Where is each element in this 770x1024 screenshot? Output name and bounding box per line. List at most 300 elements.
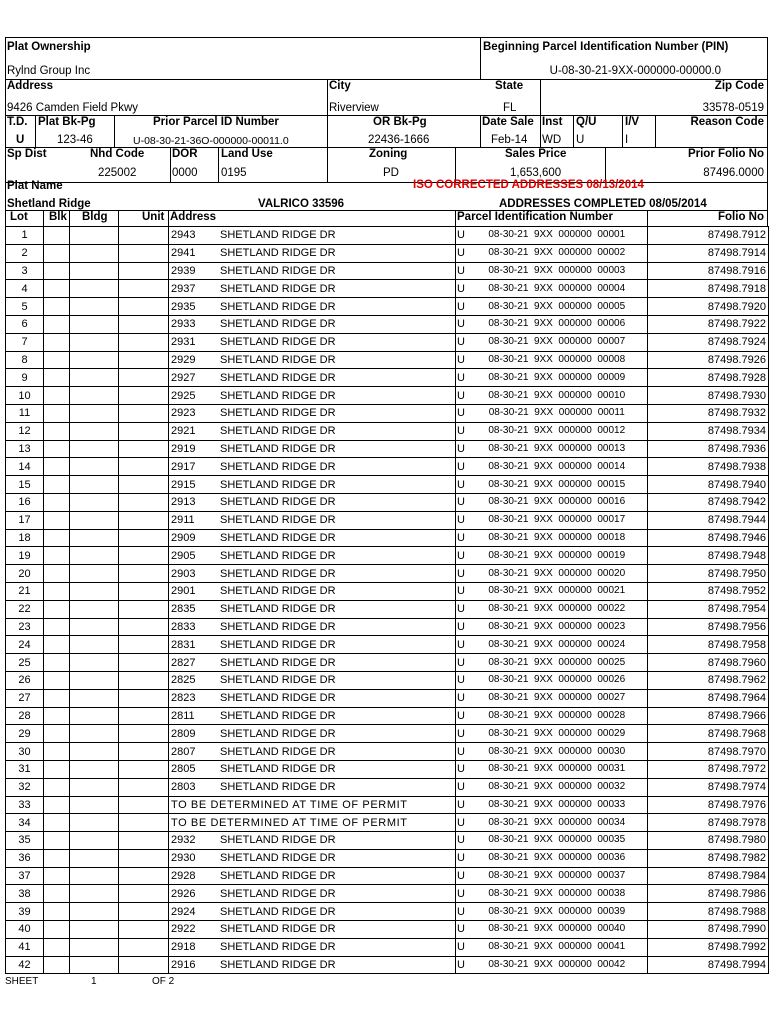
parcel-code-cell: U (456, 262, 467, 280)
lot-cell: 29 (6, 725, 44, 743)
address-cell (169, 565, 456, 583)
or-bkpg-label: OR Bk-Pg (373, 116, 427, 128)
folio-cell: 87498.7954 (648, 600, 769, 618)
address-cell (169, 725, 456, 743)
table-row (6, 938, 769, 956)
folio-cell: 87498.7916 (648, 262, 769, 280)
unit-cell (119, 404, 169, 422)
parcel-code-cell: U (456, 315, 467, 333)
address-number: 2935 (171, 300, 196, 313)
address-number: 2921 (171, 425, 196, 438)
parcel-code-cell: U (456, 707, 467, 725)
table-row (6, 743, 769, 761)
table-row (6, 903, 769, 921)
folio-cell: 87498.7950 (648, 565, 769, 583)
address-street: SHETLAND RIDGE DR (220, 460, 336, 473)
address-number: 2901 (171, 585, 196, 598)
bldg-cell (70, 404, 119, 422)
parcel-id-cell: 08-30-21 9XX 000000 00001 (467, 227, 648, 245)
lot-cell: 36 (6, 849, 44, 867)
folio-cell: 87498.7948 (648, 547, 769, 565)
folio-cell: 87498.7990 (648, 921, 769, 939)
address-cell (169, 582, 456, 600)
bldg-cell (70, 832, 119, 850)
parcel-id-cell: 08-30-21 9XX 000000 00014 (467, 458, 648, 476)
td-value: U (16, 134, 25, 146)
address-cell (169, 387, 456, 405)
pin-label: Beginning Parcel Identification Number (PIN) (483, 41, 729, 53)
parcel-code-cell: U (456, 814, 467, 832)
parcel-id-cell: 08-30-21 9XX 000000 00034 (467, 814, 648, 832)
blk-cell (44, 689, 70, 707)
address-cell (169, 493, 456, 511)
parcel-id-cell: 08-30-21 9XX 000000 00009 (467, 369, 648, 387)
address-number: 2929 (171, 353, 196, 366)
dor-label: DOR (172, 148, 198, 160)
blk-cell (44, 511, 70, 529)
address-cell (169, 778, 456, 796)
parcel-id-cell: 08-30-21 9XX 000000 00015 (467, 476, 648, 494)
address-cell (169, 707, 456, 725)
bldg-cell (70, 262, 119, 280)
folio-cell: 87498.7978 (648, 814, 769, 832)
folio-cell: 87498.7932 (648, 404, 769, 422)
lot-cell: 19 (6, 547, 44, 565)
lot-cell: 30 (6, 743, 44, 761)
bldg-cell (70, 333, 119, 351)
parcel-id-cell: 08-30-21 9XX 000000 00016 (467, 493, 648, 511)
table-row (6, 244, 769, 262)
table-row (6, 387, 769, 405)
city-value: Riverview (329, 102, 379, 114)
bldg-cell (70, 671, 119, 689)
address-street: SHETLAND RIDGE DR (220, 496, 336, 509)
inst-value: WD (542, 134, 562, 146)
address-number: 2909 (171, 531, 196, 544)
address-cell (169, 600, 456, 618)
bldg-cell (70, 280, 119, 298)
parcel-id-cell: 08-30-21 9XX 000000 00040 (467, 921, 648, 939)
unit-cell (119, 796, 169, 814)
address-number: 2823 (171, 692, 196, 705)
parcel-code-cell: U (456, 832, 467, 850)
lot-cell: 14 (6, 458, 44, 476)
zip-value: 33578-0519 (702, 102, 764, 114)
address-street: SHETLAND RIDGE DR (220, 478, 336, 491)
lot-cell: 32 (6, 778, 44, 796)
unit-cell (119, 227, 169, 245)
address-cell (169, 654, 456, 672)
city-zip: VALRICO 33596 (258, 198, 345, 210)
table-row (6, 280, 769, 298)
table-row (6, 814, 769, 832)
unit-cell (119, 743, 169, 761)
bldg-cell (70, 565, 119, 583)
or-bkpg-value: 22436-1666 (368, 134, 430, 146)
address-number: 2809 (171, 727, 196, 740)
address-number: 2923 (171, 407, 196, 420)
address-street: SHETLAND RIDGE DR (220, 692, 336, 705)
parcel-id-cell: 08-30-21 9XX 000000 00020 (467, 565, 648, 583)
parcel-id-cell: 08-30-21 9XX 000000 00011 (467, 404, 648, 422)
address-number: 2922 (171, 923, 196, 936)
blk-cell (44, 814, 70, 832)
table-row (6, 778, 769, 796)
lot-cell: 1 (6, 227, 44, 245)
parcel-code-cell: U (456, 849, 467, 867)
lot-cell: 17 (6, 511, 44, 529)
date-sale-value: Feb-14 (491, 134, 528, 146)
address-street: TO BE DETERMINED AT TIME OF PERMIT (171, 798, 408, 811)
blk-cell (44, 493, 70, 511)
parcel-id-cell: 08-30-21 9XX 000000 00037 (467, 867, 648, 885)
table-row (6, 796, 769, 814)
folio-cell: 87498.7966 (648, 707, 769, 725)
bldg-cell (70, 938, 119, 956)
folio-cell: 87498.7970 (648, 743, 769, 761)
prior-folio-label: Prior Folio No (687, 148, 764, 160)
parcel-code-cell: U (456, 654, 467, 672)
parcel-id-cell: 08-30-21 9XX 000000 00018 (467, 529, 648, 547)
parcel-code-cell: U (456, 493, 467, 511)
city-label: City (329, 80, 351, 92)
lot-cell: 6 (6, 315, 44, 333)
bldg-cell (70, 582, 119, 600)
address-number: 2933 (171, 318, 196, 331)
address-cell (169, 760, 456, 778)
col-folio: Folio No (718, 211, 764, 223)
address-number: 2917 (171, 460, 196, 473)
blk-cell (44, 404, 70, 422)
bldg-cell (70, 244, 119, 262)
address-street: SHETLAND RIDGE DR (220, 264, 336, 277)
table-row (6, 422, 769, 440)
blk-cell (44, 227, 70, 245)
sheet-footer (5, 976, 175, 987)
folio-cell: 87498.7942 (648, 493, 769, 511)
unit-cell (119, 387, 169, 405)
col-bldg: Bldg (82, 211, 108, 223)
reason-code-label: Reason Code (690, 116, 764, 128)
address-number: 2805 (171, 763, 196, 776)
address-street: SHETLAND RIDGE DR (220, 336, 336, 349)
folio-cell: 87498.7924 (648, 333, 769, 351)
folio-cell: 87498.7936 (648, 440, 769, 458)
folio-cell: 87498.7982 (648, 849, 769, 867)
folio-cell: 87498.7994 (648, 956, 769, 974)
blk-cell (44, 422, 70, 440)
sheet-of: OF 2 (152, 976, 175, 987)
address-number: 2831 (171, 638, 196, 651)
address-cell (169, 262, 456, 280)
address-street: SHETLAND RIDGE DR (220, 567, 336, 580)
lot-cell: 25 (6, 654, 44, 672)
bldg-cell (70, 493, 119, 511)
folio-cell: 87498.7952 (648, 582, 769, 600)
blk-cell (44, 760, 70, 778)
blk-cell (44, 618, 70, 636)
bldg-cell (70, 796, 119, 814)
unit-cell (119, 262, 169, 280)
unit-cell (119, 814, 169, 832)
table-row (6, 760, 769, 778)
bldg-cell (70, 369, 119, 387)
table-row (6, 369, 769, 387)
table-row (6, 921, 769, 939)
col-blk: Blk (49, 211, 67, 223)
parcel-code-cell: U (456, 227, 467, 245)
lot-cell: 10 (6, 387, 44, 405)
folio-cell: 87498.7944 (648, 511, 769, 529)
address-street: SHETLAND RIDGE DR (220, 247, 336, 260)
table-row (6, 511, 769, 529)
bldg-cell (70, 921, 119, 939)
parcel-id-cell: 08-30-21 9XX 000000 00039 (467, 903, 648, 921)
pin-value: U-08-30-21-9XX-000000-00000.0 (549, 65, 721, 77)
lot-cell: 21 (6, 582, 44, 600)
address-street: SHETLAND RIDGE DR (220, 834, 336, 847)
zoning-value: PD (383, 167, 399, 179)
address-number: 2825 (171, 674, 196, 687)
unit-cell (119, 689, 169, 707)
parcel-code-cell: U (456, 760, 467, 778)
parcel-code-cell: U (456, 440, 467, 458)
unit-cell (119, 938, 169, 956)
plat-name-value: Shetland Ridge (7, 198, 91, 210)
parcel-id-cell: 08-30-21 9XX 000000 00025 (467, 654, 648, 672)
address-number: 2807 (171, 745, 196, 758)
table-row (6, 404, 769, 422)
address-street: SHETLAND RIDGE DR (220, 425, 336, 438)
bldg-cell (70, 885, 119, 903)
parcel-id-cell: 08-30-21 9XX 000000 00017 (467, 511, 648, 529)
bldg-cell (70, 707, 119, 725)
lot-cell: 34 (6, 814, 44, 832)
bldg-cell (70, 743, 119, 761)
unit-cell (119, 280, 169, 298)
folio-cell: 87498.7980 (648, 832, 769, 850)
address-cell (169, 832, 456, 850)
blk-cell (44, 636, 70, 654)
address-cell (169, 511, 456, 529)
table-row (6, 725, 769, 743)
parcel-id-cell: 08-30-21 9XX 000000 00031 (467, 760, 648, 778)
address-number: 2930 (171, 852, 196, 865)
bldg-cell (70, 867, 119, 885)
col-address: Address (170, 211, 217, 223)
blk-cell (44, 956, 70, 974)
zip-label: Zip Code (714, 80, 764, 92)
prior-parcel-label: Prior Parcel ID Number (153, 116, 279, 128)
address-number: 2911 (171, 514, 195, 527)
address-street: SHETLAND RIDGE DR (220, 514, 336, 527)
parcel-id-cell: 08-30-21 9XX 000000 00006 (467, 315, 648, 333)
prior-folio-value: 87496.0000 (703, 167, 764, 179)
folio-cell: 87498.7988 (648, 903, 769, 921)
blk-cell (44, 565, 70, 583)
blk-cell (44, 582, 70, 600)
table-row (6, 440, 769, 458)
parcel-code-cell: U (456, 298, 467, 316)
address-number: 2903 (171, 567, 196, 580)
qu-value: U (576, 134, 585, 146)
unit-cell (119, 636, 169, 654)
lot-cell: 8 (6, 351, 44, 369)
address-street: SHETLAND RIDGE DR (220, 282, 336, 295)
folio-cell: 87498.7928 (648, 369, 769, 387)
folio-cell: 87498.7912 (648, 227, 769, 245)
folio-cell: 87498.7914 (648, 244, 769, 262)
parcel-id-cell: 08-30-21 9XX 000000 00030 (467, 743, 648, 761)
address-number: 2919 (171, 442, 196, 455)
parcel-code-cell: U (456, 333, 467, 351)
table-row (6, 315, 769, 333)
sheet-number: 1 (91, 976, 97, 987)
address-street: SHETLAND RIDGE DR (220, 887, 336, 900)
table-row (6, 529, 769, 547)
bldg-cell (70, 227, 119, 245)
address-cell (169, 351, 456, 369)
bldg-cell (70, 298, 119, 316)
folio-cell: 87498.7934 (648, 422, 769, 440)
lot-cell: 13 (6, 440, 44, 458)
blk-cell (44, 298, 70, 316)
folio-cell: 87498.7964 (648, 689, 769, 707)
address-street: SHETLAND RIDGE DR (220, 905, 336, 918)
bldg-cell (70, 476, 119, 494)
parcel-code-cell: U (456, 618, 467, 636)
address-cell (169, 796, 456, 814)
bldg-cell (70, 618, 119, 636)
table-row (6, 262, 769, 280)
address-street: SHETLAND RIDGE DR (220, 727, 336, 740)
inst-label: Inst (542, 116, 563, 128)
blk-cell (44, 671, 70, 689)
table-row (6, 333, 769, 351)
address-cell (169, 743, 456, 761)
address-number: 2941 (171, 247, 196, 260)
parcel-id-cell: 08-30-21 9XX 000000 00042 (467, 956, 648, 974)
lot-cell: 42 (6, 956, 44, 974)
plat-name-label: Plat Name (7, 180, 63, 192)
lot-cell: 40 (6, 921, 44, 939)
address-number: 2925 (171, 389, 196, 402)
nhd-code-value: 225002 (98, 167, 137, 179)
bldg-cell (70, 600, 119, 618)
blk-cell (44, 333, 70, 351)
parcel-code-cell: U (456, 565, 467, 583)
folio-cell: 87498.7958 (648, 636, 769, 654)
address-cell (169, 422, 456, 440)
address-cell (169, 814, 456, 832)
lot-cell: 4 (6, 280, 44, 298)
unit-cell (119, 707, 169, 725)
lot-cell: 2 (6, 244, 44, 262)
address-street: SHETLAND RIDGE DR (220, 620, 336, 633)
address-cell (169, 938, 456, 956)
folio-cell: 87498.7926 (648, 351, 769, 369)
blk-cell (44, 885, 70, 903)
folio-cell: 87498.7918 (648, 280, 769, 298)
address-street: SHETLAND RIDGE DR (220, 638, 336, 651)
lot-cell: 22 (6, 600, 44, 618)
address-number: 2932 (171, 834, 196, 847)
unit-cell (119, 849, 169, 867)
blk-cell (44, 903, 70, 921)
blk-cell (44, 743, 70, 761)
parcel-id-cell: 08-30-21 9XX 000000 00010 (467, 387, 648, 405)
address-street: SHETLAND RIDGE DR (220, 229, 336, 242)
land-use-value: 0195 (221, 167, 247, 179)
table-row (6, 636, 769, 654)
parcel-code-cell: U (456, 387, 467, 405)
lot-cell: 24 (6, 636, 44, 654)
address-street: SHETLAND RIDGE DR (220, 959, 336, 972)
bldg-cell (70, 440, 119, 458)
table-row (6, 547, 769, 565)
folio-cell: 87498.7938 (648, 458, 769, 476)
parcel-code-cell: U (456, 956, 467, 974)
table-row (6, 832, 769, 850)
unit-cell (119, 903, 169, 921)
address-cell (169, 227, 456, 245)
address-street: SHETLAND RIDGE DR (220, 941, 336, 954)
parcel-id-cell: 08-30-21 9XX 000000 00029 (467, 725, 648, 743)
address-street: SHETLAND RIDGE DR (220, 603, 336, 616)
parcel-code-cell: U (456, 921, 467, 939)
folio-cell: 87498.7956 (648, 618, 769, 636)
parcel-id-cell: 08-30-21 9XX 000000 00021 (467, 582, 648, 600)
parcel-id-cell: 08-30-21 9XX 000000 00012 (467, 422, 648, 440)
address-cell (169, 280, 456, 298)
unit-cell (119, 511, 169, 529)
bldg-cell (70, 760, 119, 778)
parcel-code-cell: U (456, 796, 467, 814)
lot-cell: 15 (6, 476, 44, 494)
address-cell (169, 636, 456, 654)
plat-bkpg-label: Plat Bk-Pg (38, 116, 96, 128)
plat-bkpg-value: 123-46 (57, 134, 93, 146)
blk-cell (44, 778, 70, 796)
table-row (6, 707, 769, 725)
address-cell (169, 315, 456, 333)
parcel-id-cell: 08-30-21 9XX 000000 00036 (467, 849, 648, 867)
lot-cell: 35 (6, 832, 44, 850)
folio-cell: 87498.7972 (648, 760, 769, 778)
table-row (6, 671, 769, 689)
unit-cell (119, 618, 169, 636)
lot-cell: 7 (6, 333, 44, 351)
bldg-cell (70, 849, 119, 867)
parcel-code-cell: U (456, 404, 467, 422)
address-cell (169, 458, 456, 476)
unit-cell (119, 885, 169, 903)
nhd-code-label: Nhd Code (90, 148, 145, 160)
blk-cell (44, 351, 70, 369)
parcel-id-cell: 08-30-21 9XX 000000 00038 (467, 885, 648, 903)
lot-cell: 28 (6, 707, 44, 725)
blk-cell (44, 440, 70, 458)
parcel-id-cell: 08-30-21 9XX 000000 00024 (467, 636, 648, 654)
address-cell (169, 369, 456, 387)
address-label: Address (7, 80, 54, 92)
address-street: SHETLAND RIDGE DR (220, 674, 336, 687)
parcel-id-cell: 08-30-21 9XX 000000 00035 (467, 832, 648, 850)
table-row (6, 227, 769, 245)
lot-cell: 41 (6, 938, 44, 956)
blk-cell (44, 796, 70, 814)
address-cell (169, 671, 456, 689)
